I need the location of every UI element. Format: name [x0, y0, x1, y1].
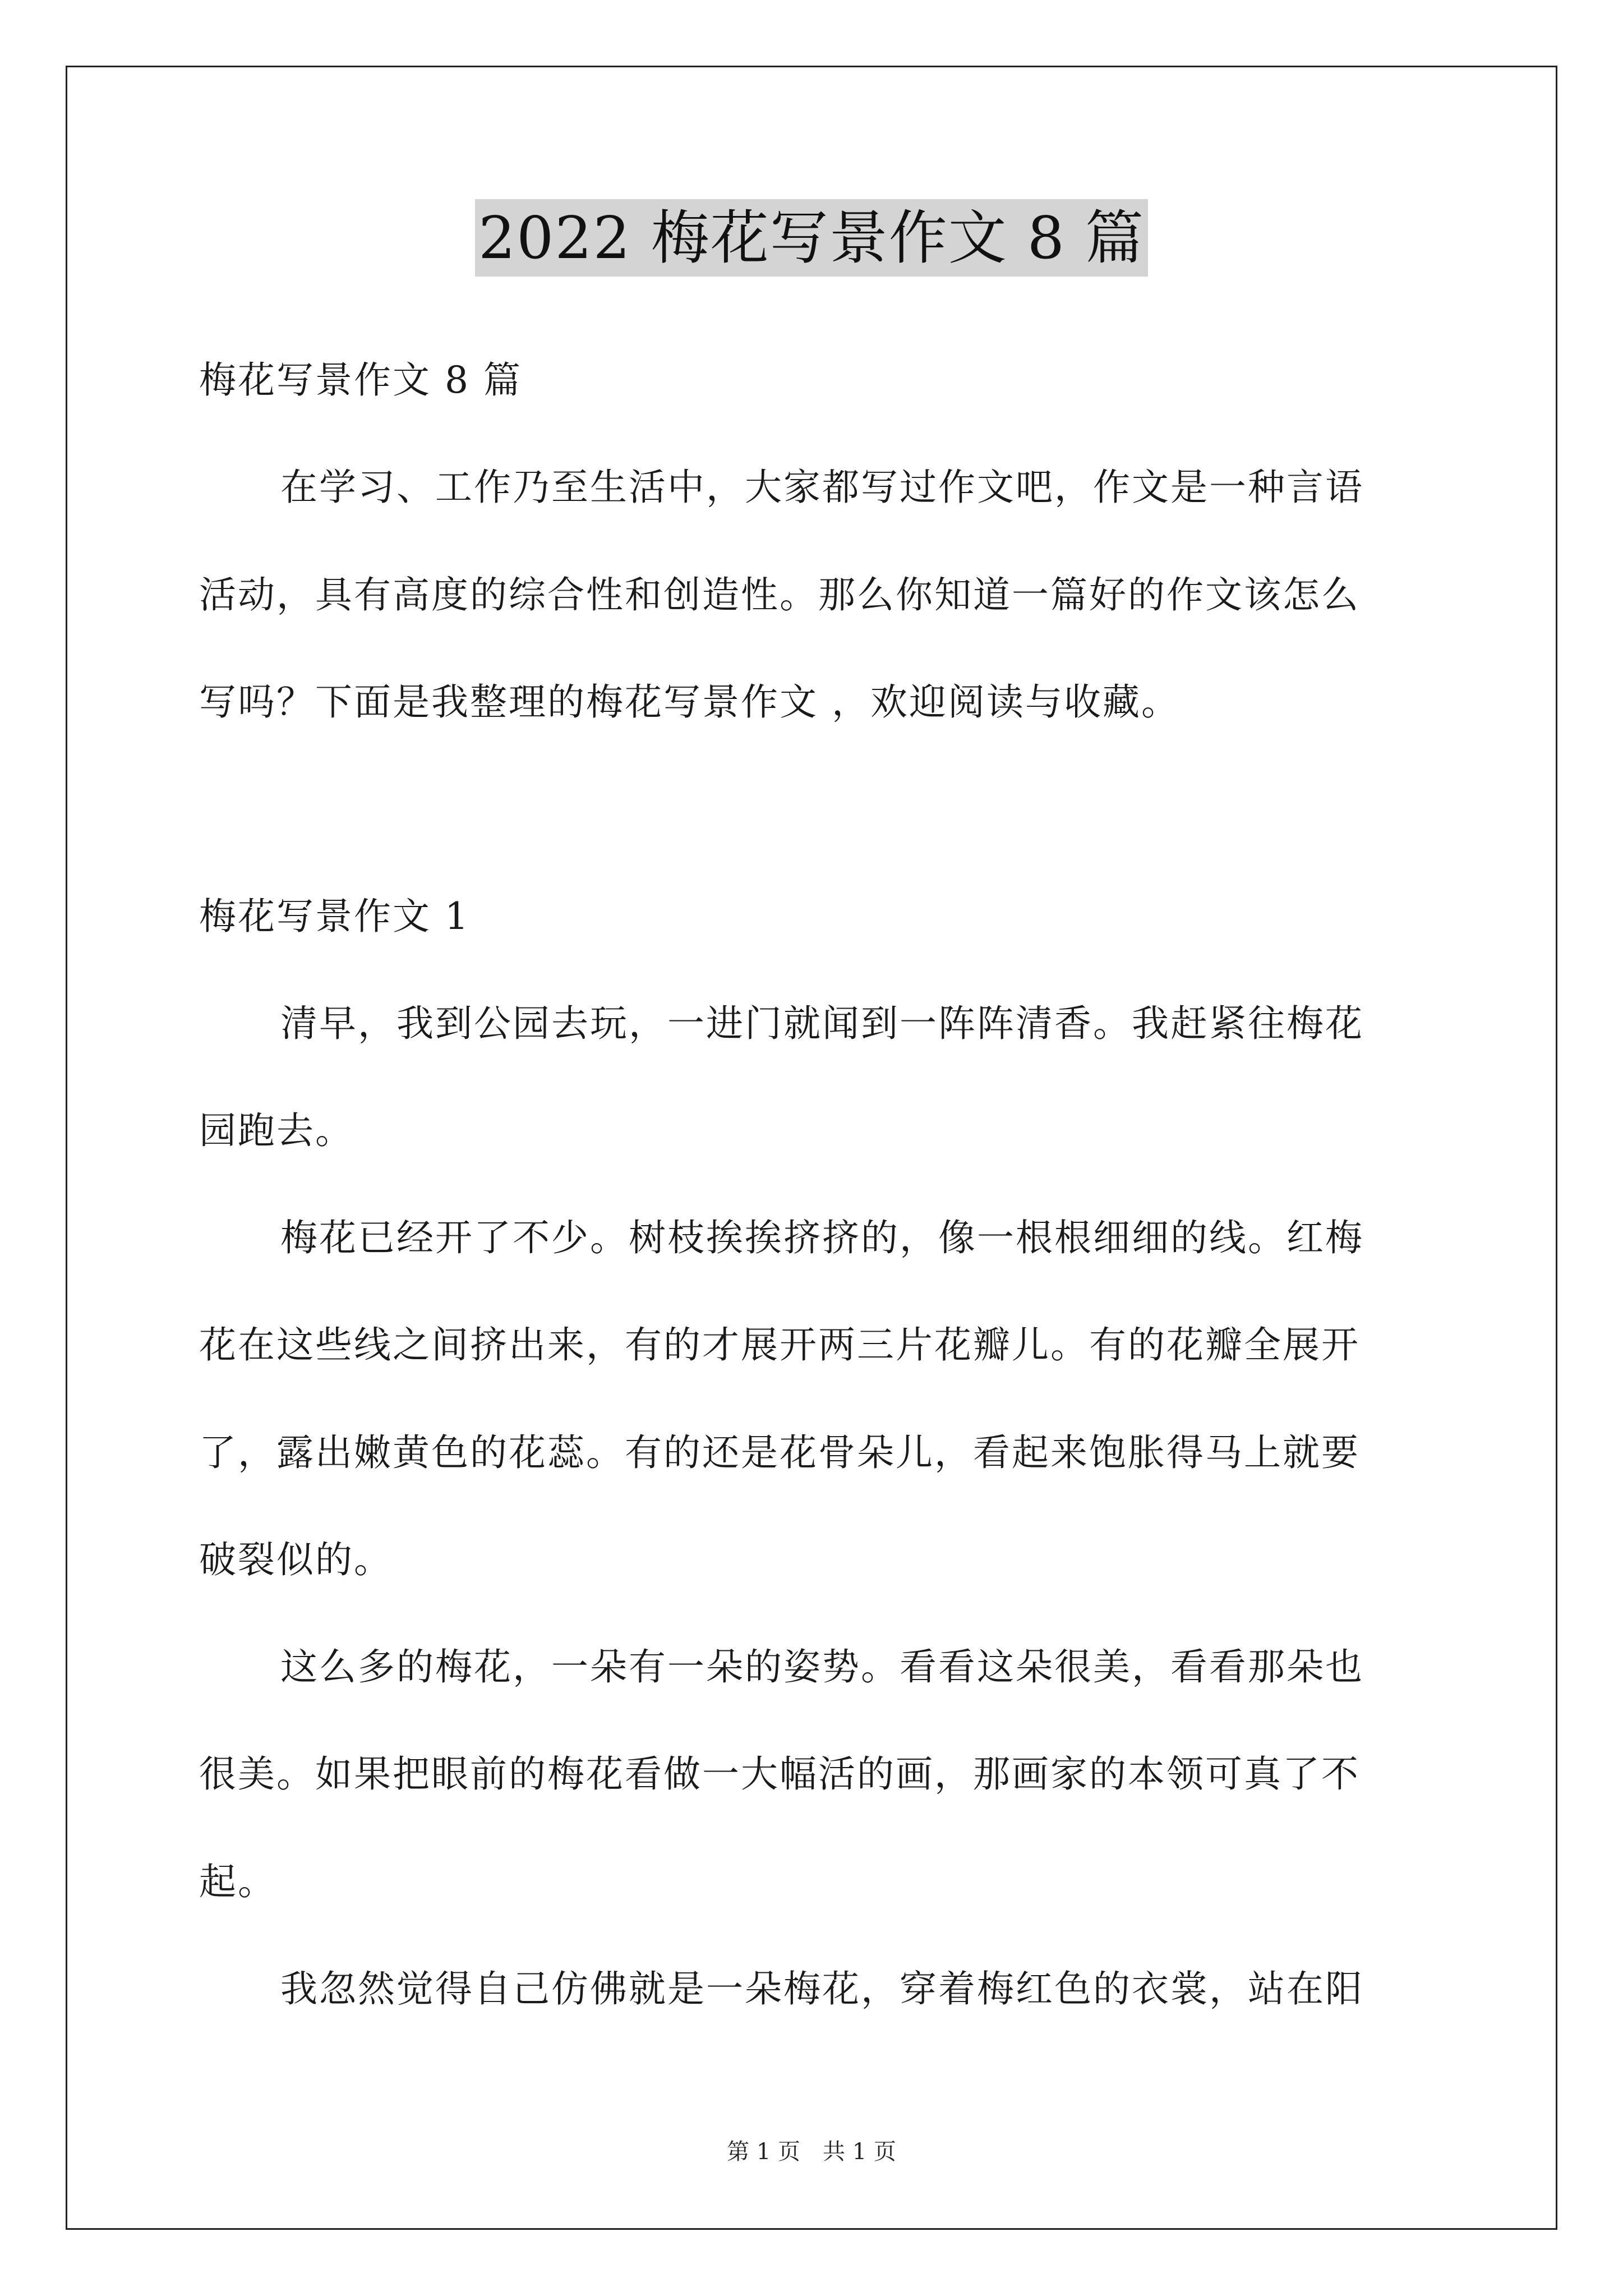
paragraph-line: 梅花已经开了不少。树枝挨挨挤挤的，像一根根细细的线。红梅	[280, 1216, 1364, 1259]
document-title: 2022 梅花写景作文 8 篇	[475, 199, 1148, 277]
paragraph-line: 了，露出嫩黄色的花蕊。有的还是花骨朵儿，看起来饱胀得马上就要	[199, 1431, 1360, 1474]
paragraph-line: 园跑去。	[199, 1109, 354, 1152]
paragraph-line: 起。	[199, 1860, 276, 1903]
paragraph-line: 这么多的梅花，一朵有一朵的姿势。看看这朵很美，看看那朵也	[280, 1645, 1364, 1688]
document-subtitle: 梅花写景作文 8 篇	[199, 358, 522, 402]
paragraph-line: 破裂似的。	[199, 1538, 393, 1581]
paragraph-line: 在学习、工作乃至生活中，大家都写过作文吧，作文是一种言语	[280, 466, 1364, 509]
paragraph-line: 我忽然觉得自己仿佛就是一朵梅花，穿着梅红色的衣裳，站在阳	[280, 1967, 1364, 2010]
section-heading: 梅花写景作文 1	[199, 895, 470, 938]
paragraph-line: 很美。如果把眼前的梅花看做一大幅活的画，那画家的本领可真了不	[199, 1752, 1360, 1796]
paragraph-line: 花在这些线之间挤出来，有的才展开两三片花瓣儿。有的花瓣全展开	[199, 1323, 1360, 1366]
page-footer: 第 1 页 共 1 页	[727, 2139, 896, 2165]
paragraph-line: 写吗？下面是我整理的梅花写景作文 ，欢迎阅读与收藏。	[199, 680, 1180, 724]
paragraph-line: 清早，我到公园去玩，一进门就闻到一阵阵清香。我赶紧往梅花	[280, 1002, 1364, 1045]
title-container	[0, 199, 1623, 277]
paragraph-line: 活动，具有高度的综合性和创造性。那么你知道一篇好的作文该怎么	[199, 573, 1360, 616]
